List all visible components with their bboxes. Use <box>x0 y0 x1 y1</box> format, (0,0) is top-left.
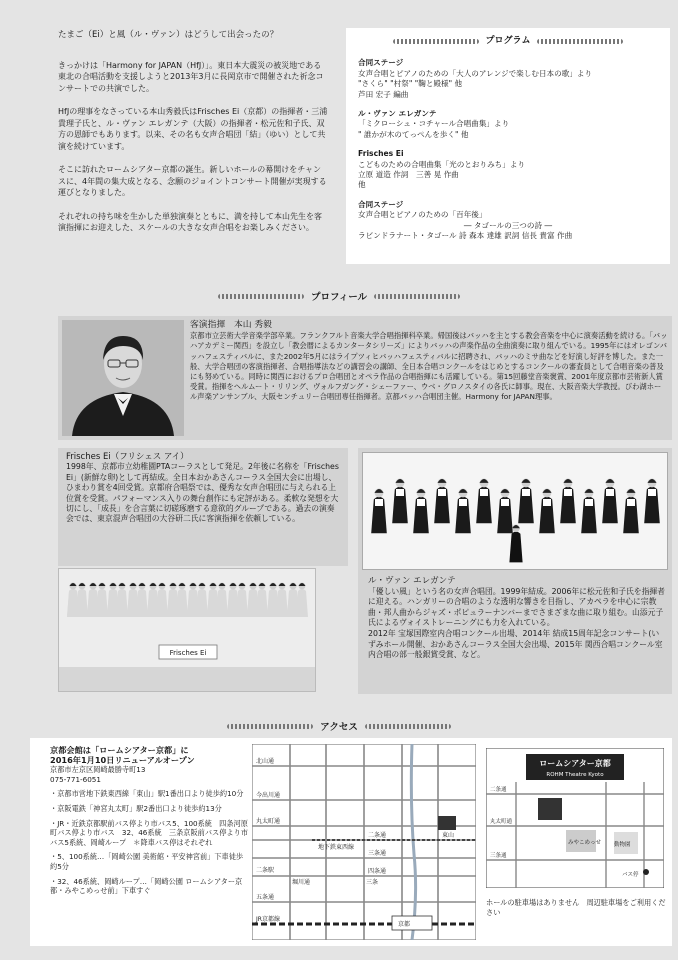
ornament-icon <box>227 724 313 729</box>
access-title: アクセス <box>320 722 358 733</box>
map-label: 東山 <box>442 832 455 839</box>
ornament-icon <box>365 724 451 729</box>
levent-profile <box>358 448 672 694</box>
program-group-heading: Frisches Ei <box>358 149 404 159</box>
map-label: 今出川通 <box>256 792 281 799</box>
reopen-date: 2016年1月10日リニューアルオープン <box>50 754 195 765</box>
map2-label: 丸太町通 <box>490 819 513 825</box>
access-heading <box>0 719 678 733</box>
profile-title: プロフィール <box>310 292 368 303</box>
program-group-heading: 合同ステージ <box>358 199 404 209</box>
map-label: 二条駅 <box>256 867 275 874</box>
map-label: 堀川通 <box>292 879 311 886</box>
frisches-profile <box>58 448 348 566</box>
program-title: プログラム <box>485 36 531 46</box>
program-line: "さくら" "村祭" "鞠と殿様" 他 <box>358 79 463 89</box>
intro-paragraph: そこに訪れたロームシアター京都の誕生。新しいホールの幕開けをチャンスに、4年間の集大成となる、念願のジョイントコンサート開催が実現する運びとなりました。 <box>58 165 327 197</box>
map-label: 五条通 <box>256 894 275 901</box>
levent-history: 2012年 宝塚国際室内合唱コンクール出場、2014年 結成15周年記念コンサート(いずみホール開催、おかあさんコーラス全国大会出場、2015年 関西合唱コンクール室内合唱の部一般銀賞受賞、など。 <box>368 628 663 660</box>
program-group-heading: 合同ステージ <box>358 58 404 68</box>
choir-photo-image <box>59 569 316 692</box>
program-group-heading: ル・ヴァン エレガンテ <box>358 109 437 119</box>
program-line: 「ミクローシュ・コチャール合唱曲集」より <box>358 119 510 129</box>
program-line: こどものための合唱曲集「光のとおりみち」より <box>358 159 526 169</box>
program-line: 立原 道造 作詞 三善 晃 作曲 <box>358 170 459 180</box>
program-group <box>358 58 658 100</box>
route-item: ・京都市営地下鉄東西線「東山」駅1番出口より徒歩約10分 <box>50 789 244 799</box>
ornament-icon <box>393 39 479 44</box>
parking-note: ホールの駐車場はありません 周辺駐車場をご利用ください <box>486 898 666 917</box>
bus-stop-label: バス停 <box>622 872 639 878</box>
program-group <box>358 200 658 242</box>
frisches-group-photo <box>58 568 316 692</box>
map-label: 北山通 <box>256 758 275 765</box>
venue-notice: 京都会館は「ロームシアター京都」に <box>50 745 189 755</box>
map-label: 丸太町通 <box>256 818 281 825</box>
motoyama-profile <box>58 316 672 440</box>
program-heading <box>358 36 658 46</box>
program-line: ラビンドラナート・タゴール 詩 森本 達雄 訳詞 信長 貴富 作曲 <box>358 231 573 241</box>
map2-label: 三条通 <box>490 853 507 859</box>
route-item: ・京阪電鉄「神宮丸太町」駅2番出口より徒歩約13分 <box>50 803 222 813</box>
area-map <box>252 744 476 940</box>
choir-photo-image <box>363 453 668 570</box>
ornament-icon <box>374 294 460 299</box>
program-group <box>358 109 658 140</box>
map-label: 四条通 <box>368 868 387 875</box>
portrait-figure <box>62 320 184 436</box>
frisches-title: Frisches Ei（フリシェス アイ） <box>66 452 189 462</box>
program-line: 他 <box>358 180 366 190</box>
levent-group-photo <box>362 452 668 570</box>
levent-bio: 「優しい風」という名の女声合唱団。1999年結成。2006年に松元佐和子氏を指揮者に迎える。ハンガリーの合唱のような透明な響きを目指し、アカペラを中心に宗教曲・邦人曲からジャズ・ポピュラーナンバーまでさまざまな曲に取り組む。山添元子氏によるヴォイストレーニングにも力を入れている。 <box>368 586 665 628</box>
program-subtitle: ― タゴールの三つの詩 ― <box>463 220 553 230</box>
intro-paragraph: きっかけは「Harmony for JAPAN（HfJ）」。東日本大震災の被災地である東北の合唱活動を支援しようと2013年3月に長岡京市で開催された祈念コンサートでの共演でした。 <box>58 60 324 93</box>
route-item: ・32、46系統、岡崎ループ…「岡崎公園 ロームシアター京都・みやこめっせ前」下車すぐ <box>50 876 243 896</box>
map-label: 京都 <box>398 921 411 928</box>
levent-text <box>368 576 666 661</box>
intro-paragraph: HfJの理事をなさっている本山秀毅氏はFrisches Ei（京都）の指揮者・三浦貴理子氏と、ル・ヴァン エレガンテ（大阪）の指揮者・松元佐和子氏、双方の恩師でもあります。以来、その名も女声合唱団「結」（ゆい）として共演を続けています。 <box>58 107 328 151</box>
program-line: " 誰かが木のてっぺんを歩く" 他 <box>358 129 469 139</box>
map-venue-name: ロームシアター京都 <box>539 759 611 768</box>
program-line: 芦田 宏子 編曲 <box>358 89 409 99</box>
program-box <box>346 28 670 264</box>
access-text <box>50 746 250 901</box>
motoyama-title: 客演指揮 本山 秀毅 <box>190 320 272 330</box>
levent-title: ル・ヴァン エレガンテ <box>368 576 456 586</box>
frisches-bio: 1998年、京都市立幼稚園PTAコーラスとして発足。2年後に名称を「Frisches Ei」(新鮮な卵)として再結成。全日本おかあさんコーラス全国大会に出場し、ひまわり賞を4回受賞。京都府合唱祭では、優秀な女声合唱団に与えられる上位賞を受賞。パフォーマンス入りの舞台創作にも定評がある。柔軟な発想を大切にし、「成長」を合言葉に切磋琢磨する意欲的グループである。過去の演奏会では、東京混声合唱団の大谷研二氏に客演指揮を依頼している。 <box>66 462 339 524</box>
route-item: ・5、100系統…「岡崎公園 美術館・平安神宮前」下車徒歩約5分 <box>50 852 244 871</box>
access-box <box>30 738 672 946</box>
motoyama-portrait-photo <box>62 320 184 436</box>
program-group <box>358 149 658 191</box>
profile-heading <box>0 289 678 303</box>
map-label: JR京都線 <box>256 916 280 923</box>
route-item: ・JR・近鉄京都駅前バス停より市バス5、100系統 四条河原町バス停より市バス 32、46系統 三条京阪前バス停より市バス5系統、岡崎ループ ＊降車バス停はそれぞれ <box>50 818 248 847</box>
map2-label: 動物園 <box>614 842 631 848</box>
program-line: 女声合唱とピアノのための「大人のアレンジで楽しむ日本の歌」より <box>358 68 593 78</box>
motoyama-text <box>190 320 668 403</box>
intro-question: たまご（Ei）と風（ル・ヴァン）はどうして出会ったの？ <box>58 30 279 40</box>
map-label: 三条 <box>366 879 379 886</box>
intro-paragraph: それぞれの持ち味を生かした単独演奏とともに、満を持して本山先生を客演指揮にお迎えした、スケールの大きな女声合唱をお楽しみください。 <box>58 211 322 232</box>
venue-address: 京都市左京区岡崎最勝寺町13 <box>50 765 146 775</box>
ornament-icon <box>537 39 623 44</box>
map2-label: 二条通 <box>490 787 507 793</box>
program-line: 女声合唱とピアノのための「百年後」 <box>358 210 487 220</box>
map-label: 二条通 <box>368 832 387 839</box>
venue-tel: 075-771-6051 <box>50 774 101 784</box>
intro-section <box>58 30 328 246</box>
detail-map <box>486 748 664 888</box>
motoyama-bio: 京都市立芸術大学音楽学部卒業。フランクフルト音楽大学合唱指揮科卒業。帰国後はバッハを主とする教会音楽を中心に演奏活動を続ける。「バッハアカデミー関西」を設立し「教会暦によるカンタータシリーズ」によりバッハの声楽作品の全曲演奏に取り組んでいる。1995年にはオレゴンバッハフェスティバルに、また2002年5月にはライプツィヒバッハフェスティバルに招聘され、バッハのミサ曲などを好演し好評を博した。また一般、大学合唱団の客演指揮者、合唱指導法などの講習会の講師、全日本合唱コンクールをはじめとするコンクールの審査員として合唱音楽の普及にも努めている。同時に関西におけるプロ合唱団とオペラ作品の合唱指揮にも活躍している。第15回藤堂音楽褒賞、2001年度京都市芸術新人賞受賞。指揮をヘルムート・リリング、ヴォルフガング・シェーファー、ウベ・グロノスタイの各氏に師事。現在、大阪音楽大学教授。びわ湖ホール声楽アンサンブル、大阪センチュリー合唱団専任指揮者。京都バッハ合唱団主催。Harmony for JAPAN理事。 <box>190 331 668 402</box>
map-label: 地下鉄東西線 <box>318 844 355 851</box>
map2-label: みやこめっせ <box>568 840 601 846</box>
map-label: 三条通 <box>368 850 387 857</box>
ornament-icon <box>218 294 304 299</box>
map-venue-name-en: ROHM Theatre Kyoto <box>546 772 604 778</box>
frisches-banner-text: Frisches Ei <box>169 649 207 657</box>
